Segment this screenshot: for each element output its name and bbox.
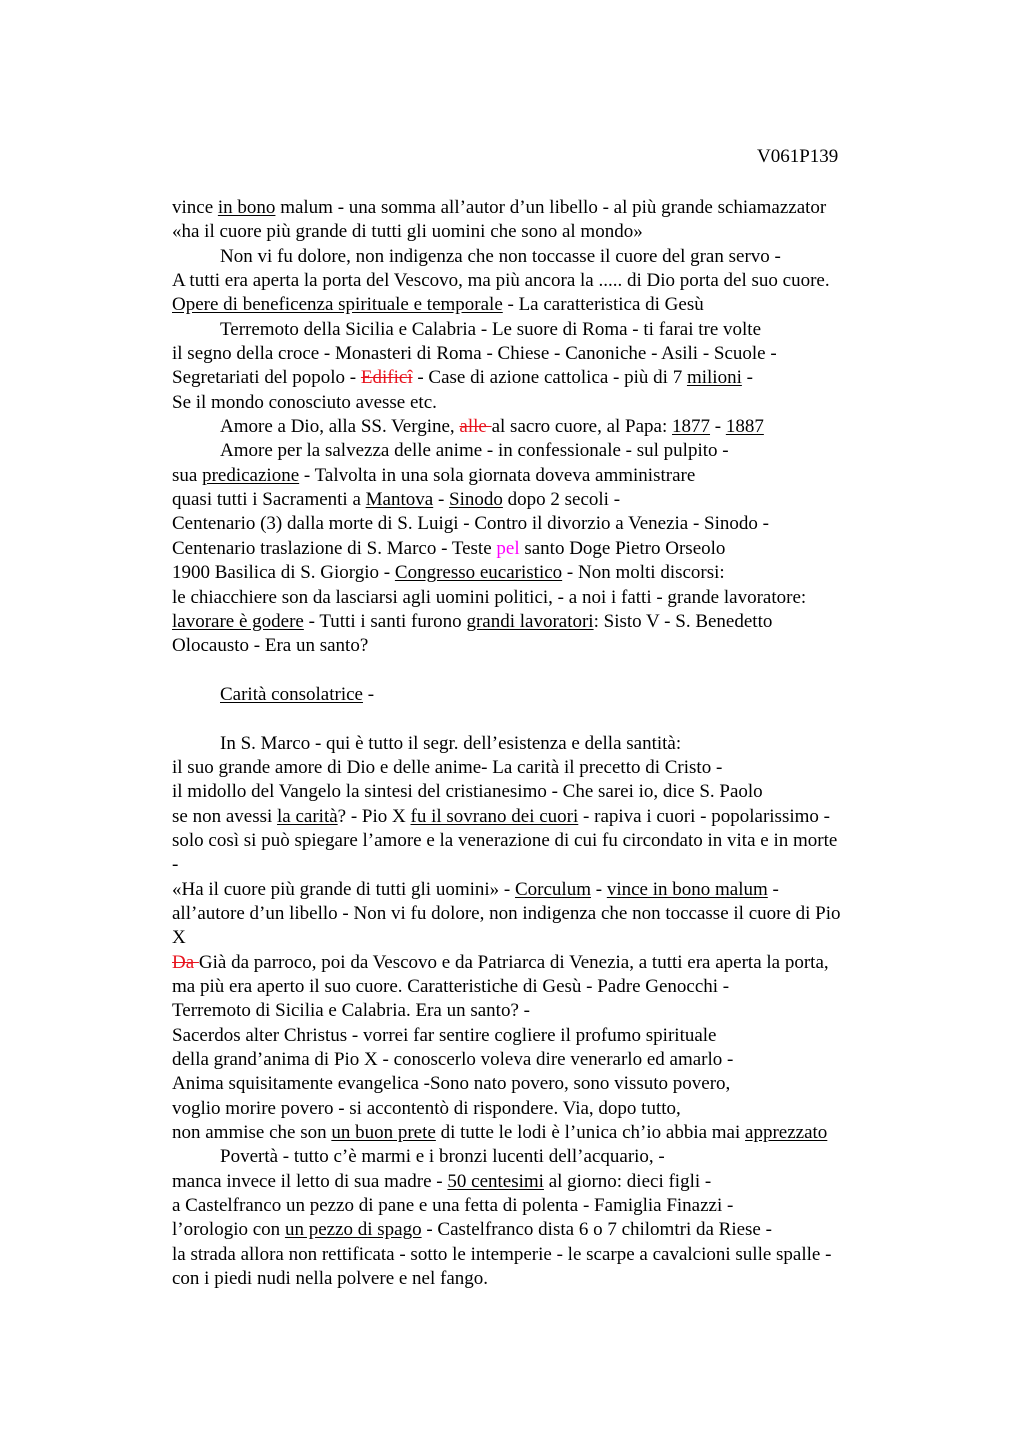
text-segment: Sacerdos alter Christus - vorrei far sentire cogliere il profumo spirituale xyxy=(172,1024,717,1046)
page-id: V061P139 xyxy=(757,146,839,167)
text-segment: Terremoto della Sicilia e Calabria - Le suore di Roma - ti farai tre volte xyxy=(220,318,762,340)
text-segment: - La caratteristica di Gesù xyxy=(502,294,704,316)
text-line xyxy=(172,342,902,366)
underlined-text: Mantova xyxy=(365,489,434,511)
text-line xyxy=(172,853,902,877)
text-segment: - xyxy=(362,683,375,705)
text-segment: vince xyxy=(172,197,218,218)
text-segment: Povertà - tutto c’è marmi e i bronzi lucenti dell’acquario, - xyxy=(220,1146,665,1168)
text-segment: al giorno: dieci figli - xyxy=(543,1170,712,1192)
text-segment: Già da parroco, poi da Vescovo e da Patriarca di Venezia, a tutti era aperta la porta, xyxy=(198,951,829,973)
text-line xyxy=(172,732,902,756)
text-line xyxy=(172,537,902,561)
text-line xyxy=(172,829,902,853)
text-line xyxy=(172,293,902,317)
text-segment: voglio morire povero - si accontentò di rispondere. Via, dopo tutto, xyxy=(172,1097,681,1119)
text-segment: : Sisto V - S. Benedetto xyxy=(593,610,773,632)
underlined-text: Opere di beneficenza spirituale e temporale xyxy=(172,294,503,316)
text-segment: - Talvolta in una sola giornata doveva amministrare xyxy=(299,464,696,486)
text-line xyxy=(172,245,902,269)
highlighted-text: pel xyxy=(496,537,520,559)
text-segment: «Ha il cuore più grande di tutti gli uomini» - xyxy=(172,878,515,900)
text-segment: In S. Marco - qui è tutto il segr. dell’esistenza e della santità: xyxy=(220,732,682,754)
underlined-text: Corculum xyxy=(515,878,591,900)
text-segment: X xyxy=(172,927,186,949)
underlined-text: 50 centesimi xyxy=(447,1170,544,1192)
text-segment: Anima squisitamente evangelica -Sono nato povero, sono vissuto povero, xyxy=(172,1073,731,1095)
text-line xyxy=(172,439,902,463)
text-segment: la strada allora non rettificata - sotto le intemperie - le scarpe a cavalcioni sulle spalle - xyxy=(172,1243,832,1265)
text-segment: Centenario (3) dalla morte di S. Luigi - Contro il divorzio a Venezia - Sinodo - xyxy=(172,513,769,535)
text-segment: - xyxy=(710,416,726,438)
text-line xyxy=(172,1024,902,1048)
underlined-text: predicazione xyxy=(202,464,300,486)
text-line xyxy=(172,391,902,415)
text-segment: - Non molti discorsi: xyxy=(562,562,725,584)
text-segment: dopo 2 secoli - xyxy=(502,489,621,511)
text-segment: con i piedi nudi nella polvere e nel fango. xyxy=(172,1268,489,1290)
text-line xyxy=(172,1145,902,1169)
text-segment: solo così si può spiegare l’amore e la venerazione di cui fu circondato in vita e in morte xyxy=(172,829,838,851)
blank-line xyxy=(172,707,902,731)
text-line xyxy=(172,756,902,780)
underlined-text: Congresso eucaristico xyxy=(394,562,563,584)
text-line xyxy=(172,1194,902,1218)
underlined-text: 1887 xyxy=(725,416,764,438)
text-line xyxy=(172,1097,902,1121)
text-segment: - xyxy=(767,878,779,900)
text-line xyxy=(172,999,902,1023)
text-line xyxy=(172,415,902,439)
text-line xyxy=(172,902,902,926)
text-segment: 1900 Basilica di S. Giorgio - xyxy=(172,562,395,584)
text-line xyxy=(172,1218,902,1242)
text-segment: malum - una somma all’autor d’un libello - al più grande schiamazzator xyxy=(275,197,827,218)
text-segment: a Castelfranco un pezzo di pane e una fetta di polenta - Famiglia Finazzi - xyxy=(172,1195,734,1217)
text-segment: all’autore d’un libello - Non vi fu dolore, non indigenza che non toccasse il cuore di Pio xyxy=(172,902,841,924)
text-segment: al sacro cuore, al Papa: xyxy=(491,416,673,438)
text-segment: - xyxy=(741,367,753,389)
text-segment: Se il mondo conosciuto avesse etc. xyxy=(172,391,437,413)
text-line xyxy=(172,488,902,512)
text-line xyxy=(172,366,902,390)
text-segment: quasi tutti i Sacramenti a xyxy=(172,489,366,511)
text-line xyxy=(172,586,902,610)
text-segment: della grand’anima di Pio X - conoscerlo voleva dire venerarlo ed amarlo - xyxy=(172,1049,734,1071)
text-line xyxy=(172,1170,902,1194)
underlined-text: la carità xyxy=(277,805,338,827)
deleted-text: Da xyxy=(172,951,199,973)
text-line xyxy=(172,610,902,634)
underlined-text: un buon prete xyxy=(331,1122,436,1144)
text-segment: l’orologio con xyxy=(172,1219,285,1241)
text-segment: di tutte le lodi è l’unica ch’io abbia mai xyxy=(435,1122,746,1144)
text-line xyxy=(172,926,902,950)
text-segment: non ammise che son xyxy=(172,1122,332,1144)
text-segment: Non vi fu dolore, non indigenza che non toccasse il cuore del gran servo - xyxy=(220,245,781,267)
text-line xyxy=(172,951,902,975)
text-segment: ma più era aperto il suo cuore. Caratteristiche di Gesù - Padre Genocchi - xyxy=(172,976,730,997)
text-segment: se non avessi xyxy=(172,805,278,827)
text-segment: santo Doge Pietro Orseolo xyxy=(519,537,726,559)
document-body xyxy=(172,196,902,1291)
text-segment: «ha il cuore più grande di tutti gli uomini che sono al mondo» xyxy=(172,221,643,243)
text-segment: sua xyxy=(172,464,203,486)
text-segment: Centenario traslazione di S. Marco - Teste xyxy=(172,537,497,559)
text-segment: A tutti era aperta la porta del Vescovo, ma più ancora la ..... di Dio porta del suo cuore. xyxy=(172,270,830,292)
text-line xyxy=(172,464,902,488)
underlined-text: fu il sovrano dei cuori xyxy=(410,805,579,827)
text-segment: - Castelfranco dista 6 o 7 chilomtri da Riese - xyxy=(421,1219,772,1241)
text-line xyxy=(172,780,902,804)
blank-line xyxy=(172,659,902,683)
underlined-text: un pezzo di spago xyxy=(284,1219,422,1241)
underlined-text: apprezzato xyxy=(745,1122,828,1144)
deleted-text: alle xyxy=(459,416,492,438)
text-line xyxy=(172,634,902,658)
text-segment: il segno della croce - Monasteri di Roma - Chiese - Canoniche - Asili - Scuole - xyxy=(172,343,777,365)
text-line xyxy=(172,683,902,707)
underlined-text: in bono xyxy=(217,197,276,218)
text-segment: Segretariati del popolo - xyxy=(172,367,361,389)
text-segment: Terremoto di Sicilia e Calabria. Era un santo? - xyxy=(172,1000,530,1022)
text-line xyxy=(172,1072,902,1096)
text-segment: - Case di azione cattolica - più di 7 xyxy=(412,367,687,389)
text-segment: ? - Pio X xyxy=(337,805,411,827)
text-line xyxy=(172,1121,902,1145)
text-line xyxy=(172,318,902,342)
underlined-text: Carità consolatrice xyxy=(220,683,363,705)
text-segment: - rapiva i cuori - popolarissimo - xyxy=(578,805,830,827)
text-segment: manca invece il letto di sua madre - xyxy=(172,1170,448,1192)
text-segment: - Tutti i santi furono xyxy=(303,610,467,632)
text-line xyxy=(172,975,902,999)
text-line xyxy=(172,1243,902,1267)
underlined-text: Sinodo xyxy=(449,489,503,511)
underlined-text: grandi lavoratori xyxy=(466,610,594,632)
text-segment: il midollo del Vangelo la sintesi del cristianesimo - Che sarei io, dice S. Paolo xyxy=(172,781,763,803)
text-line xyxy=(172,1048,902,1072)
text-line xyxy=(172,561,902,585)
text-segment: le chiacchiere son da lasciarsi agli uomini politici, - a noi i fatti - grande lavoratore: xyxy=(172,586,807,608)
text-line xyxy=(172,220,902,244)
text-segment: Amore a Dio, alla SS. Vergine, xyxy=(220,416,460,438)
underlined-text: vince in bono malum xyxy=(606,878,768,900)
text-line xyxy=(172,512,902,536)
text-segment: il suo grande amore di Dio e delle anime- La carità il precetto di Cristo - xyxy=(172,756,723,778)
deleted-text: Edificî xyxy=(360,367,413,389)
text-segment: - xyxy=(433,489,450,511)
text-line xyxy=(172,878,902,902)
text-line xyxy=(172,1267,902,1291)
underlined-text: milioni xyxy=(686,367,742,389)
text-segment: - xyxy=(172,854,179,876)
underlined-text: 1877 xyxy=(672,416,711,438)
text-segment: - xyxy=(591,878,607,900)
text-line xyxy=(172,269,902,293)
text-line xyxy=(172,196,902,220)
text-segment: Olocausto - Era un santo? xyxy=(172,635,369,657)
underlined-text: lavorare è godere xyxy=(172,610,304,632)
text-segment: Amore per la salvezza delle anime - in confessionale - sul pulpito - xyxy=(220,440,729,462)
text-line xyxy=(172,805,902,829)
